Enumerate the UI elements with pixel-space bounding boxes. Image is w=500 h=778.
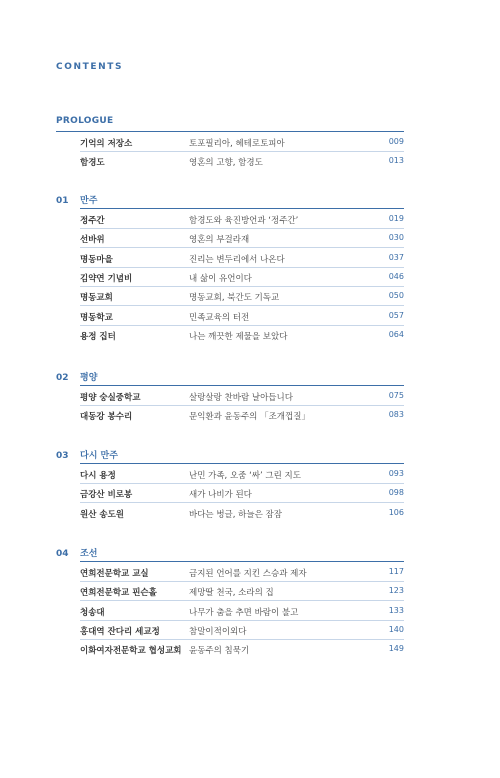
- toc-entry[interactable]: [56, 488, 404, 504]
- entry-subtitle: 영혼의 고향, 함경도: [189, 158, 263, 169]
- entry-divider: [80, 405, 404, 406]
- section-heading: [56, 546, 404, 562]
- section-heading: [56, 116, 404, 132]
- entry-subtitle: 금지된 언어를 지킨 스승과 제자: [189, 569, 307, 579]
- entry-subtitle: 새가 나비가 된다: [189, 490, 252, 501]
- entry-page-number: 098: [388, 488, 404, 498]
- entry-page-number: 117: [388, 567, 404, 576]
- entry-subtitle: 나무가 춤을 추면 바람이 불고: [189, 607, 299, 618]
- toc-entry[interactable]: [56, 330, 404, 346]
- section-title: 평양: [80, 373, 98, 383]
- toc-section: [56, 448, 404, 520]
- toc-section: [56, 116, 404, 169]
- section-title: 만주: [80, 196, 98, 206]
- entry-page-number: 133: [388, 605, 404, 615]
- toc-entry[interactable]: [56, 233, 404, 249]
- toc-entry[interactable]: [56, 311, 404, 327]
- entry-place: 연희전문학교 핀슨홀: [80, 588, 157, 599]
- entry-page-number: 013: [388, 156, 404, 166]
- entry-divider: [80, 600, 404, 601]
- entry-place: 명동마을: [80, 254, 113, 265]
- entry-page-number: 083: [388, 410, 404, 420]
- toc-entry[interactable]: [56, 391, 404, 407]
- entry-subtitle: 바다는 벙글, 하늘은 잠잠: [189, 509, 282, 520]
- toc-section: [56, 370, 404, 423]
- entry-page-number: 140: [388, 624, 404, 634]
- entry-place: 함경도: [80, 158, 105, 169]
- entry-page-number: 057: [388, 310, 404, 320]
- entry-divider: [80, 483, 404, 484]
- section-rule: [56, 131, 404, 132]
- entry-subtitle: 난민 가족, 오줌 ‘싸’ 그린 지도: [189, 471, 301, 481]
- entry-place: 용정 집터: [80, 331, 116, 342]
- entry-subtitle: 윤동주의 침묵기: [189, 646, 250, 657]
- entry-place: 금강산 비로봉: [80, 490, 133, 501]
- section-number: 03: [56, 451, 69, 461]
- entry-place: 명동교회: [80, 293, 113, 304]
- toc-entry[interactable]: [56, 469, 404, 485]
- entry-page-number: 093: [388, 469, 404, 478]
- toc-entry[interactable]: [56, 272, 404, 288]
- entry-page-number: 106: [388, 507, 404, 517]
- toc-entry[interactable]: [56, 214, 404, 230]
- section-heading: [56, 448, 404, 464]
- entry-subtitle: 민족교육의 터전: [189, 312, 250, 323]
- section-heading: [56, 370, 404, 386]
- entry-subtitle: 영혼의 부걸라재: [189, 235, 250, 246]
- toc-section: [56, 546, 404, 657]
- entry-place: 정주간: [80, 216, 105, 226]
- toc-entry[interactable]: [56, 291, 404, 307]
- entry-place: 대동강 봉수리: [80, 412, 133, 423]
- section-heading: [56, 193, 404, 209]
- entry-divider: [80, 325, 404, 326]
- entry-place: 원산 송도원: [80, 509, 125, 520]
- section-rule: [80, 561, 404, 562]
- entry-divider: [80, 639, 404, 640]
- entry-page-number: 075: [388, 391, 404, 400]
- section-rule: [80, 463, 404, 464]
- entry-page-number: 050: [388, 291, 404, 301]
- entry-subtitle: 명동교회, 북간도 기독교: [189, 293, 280, 304]
- entry-page-number: 019: [388, 214, 404, 223]
- entry-subtitle: 문익환과 윤동주의 「조개껍질」: [189, 412, 310, 423]
- section-title: 다시 만주: [80, 451, 118, 461]
- entry-divider: [80, 267, 404, 268]
- entry-subtitle: 살랑살랑 찬바람 날아듭니다: [189, 393, 293, 403]
- toc-entry[interactable]: [56, 253, 404, 269]
- entry-subtitle: 함경도와 육진방언과 ‘정주간’: [189, 216, 299, 226]
- entry-place: 김약연 기념비: [80, 273, 133, 284]
- entry-place: 선바위: [80, 235, 105, 246]
- entry-divider: [80, 620, 404, 621]
- toc-entry[interactable]: [56, 137, 404, 153]
- entry-place: 연희전문학교 교실: [80, 569, 149, 579]
- toc-entry[interactable]: [56, 586, 404, 602]
- entry-place: 이화여자전문학교 협성교회: [80, 646, 182, 657]
- entry-divider: [80, 286, 404, 287]
- entry-page-number: 149: [388, 644, 404, 654]
- section-title: 조선: [80, 549, 98, 559]
- section-number: 04: [56, 549, 69, 559]
- entry-page-number: 046: [388, 271, 404, 281]
- toc-entry[interactable]: [56, 156, 404, 172]
- entry-divider: [80, 581, 404, 582]
- entry-page-number: 037: [388, 252, 404, 262]
- entry-divider: [80, 228, 404, 229]
- entry-place: 명동학교: [80, 312, 113, 323]
- toc-section: [56, 193, 404, 342]
- entry-subtitle: 제망딸 천국, 소라의 집: [189, 588, 274, 599]
- section-rule: [80, 208, 404, 209]
- entry-page-number: 009: [388, 137, 404, 146]
- entry-place: 기억의 저장소: [80, 139, 133, 149]
- entry-place: 청송대: [80, 607, 105, 618]
- entry-subtitle: 참말이적이외다: [189, 626, 247, 637]
- entry-subtitle: 토포필리아, 헤테로토피아: [189, 139, 285, 149]
- entry-divider: [80, 151, 404, 152]
- entry-subtitle: 진리는 변두리에서 나온다: [189, 254, 285, 265]
- entry-place: 평양 숭실중학교: [80, 393, 141, 403]
- entry-page-number: 030: [388, 233, 404, 243]
- entry-place: 홍대역 잔다리 세교정: [80, 626, 160, 637]
- entry-subtitle: 내 삶이 유언이다: [189, 273, 252, 284]
- toc-entry[interactable]: [56, 567, 404, 583]
- entry-page-number: 123: [388, 586, 404, 596]
- section-title: PROLOGUE: [56, 116, 114, 126]
- toc-entry[interactable]: [56, 410, 404, 426]
- section-number: 02: [56, 373, 69, 383]
- toc-entry[interactable]: [56, 508, 404, 524]
- entry-page-number: 064: [388, 329, 404, 339]
- toc-entry[interactable]: [56, 606, 404, 622]
- section-rule: [80, 385, 404, 386]
- entry-divider: [80, 305, 404, 306]
- entry-place: 다시 용정: [80, 471, 116, 481]
- entry-subtitle: 나는 깨끗한 제물을 보았다: [189, 331, 288, 342]
- entry-divider: [80, 247, 404, 248]
- toc-entry[interactable]: [56, 625, 404, 641]
- section-number: 01: [56, 196, 69, 206]
- toc-entry[interactable]: [56, 644, 404, 660]
- contents-title: CONTENTS: [56, 62, 124, 72]
- entry-divider: [80, 502, 404, 503]
